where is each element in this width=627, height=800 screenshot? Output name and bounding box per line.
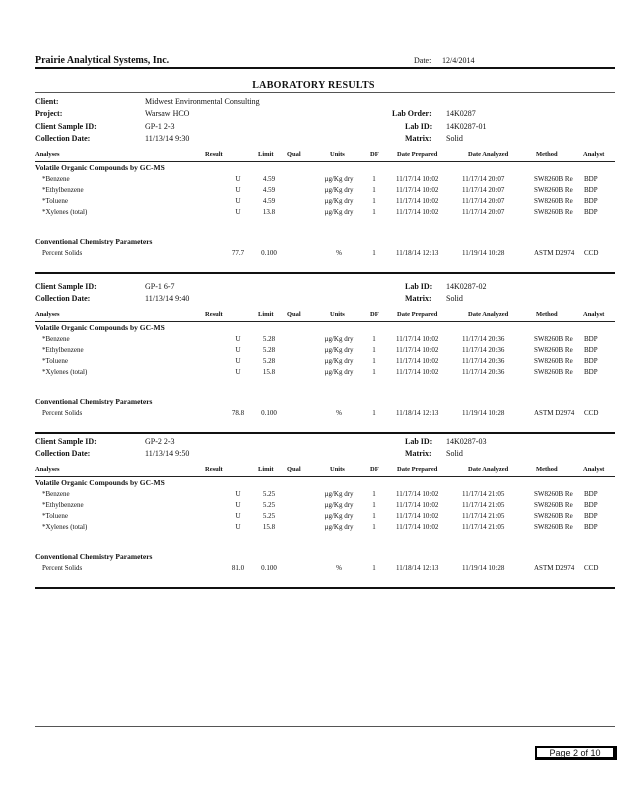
column-header: Analyses: [35, 151, 60, 158]
collection-date-value: 11/13/14 9:40: [145, 294, 190, 303]
voc-result-cell: U: [235, 197, 241, 205]
conv-result-cell: 81.0: [231, 564, 245, 572]
voc-method-cell: SW8260B Re: [534, 186, 573, 194]
voc-df-cell: 1: [372, 368, 376, 376]
voc-analyte-cell: *Ethylbenzene: [42, 501, 84, 509]
conv-df-cell: 1: [372, 564, 376, 572]
voc-df-cell: 1: [372, 357, 376, 365]
column-header: Limit: [258, 466, 274, 473]
voc-limit-cell: 5.25: [262, 512, 276, 520]
voc-analyst-cell: BDP: [584, 368, 598, 376]
column-header: Date Prepared: [397, 311, 438, 318]
matrix-label: Matrix:: [405, 294, 432, 303]
voc-analyst-cell: BDP: [584, 512, 598, 520]
matrix-value: Solid: [446, 449, 463, 458]
voc-section-title: Volatile Organic Compounds by GC-MS: [35, 323, 165, 332]
conv-analyte-cell: Percent Solids: [42, 564, 83, 572]
voc-units-cell: µg/Kg dry: [324, 335, 354, 343]
company-name: Prairie Analytical Systems, Inc.: [35, 55, 170, 66]
voc-method-cell: SW8260B Re: [534, 175, 573, 183]
voc-df-cell: 1: [372, 501, 376, 509]
voc-result-cell: U: [235, 368, 241, 376]
voc-analyte-cell: *Xylenes (total): [42, 523, 88, 531]
conv-df-cell: 1: [372, 249, 376, 257]
voc-units-cell: µg/Kg dry: [324, 175, 354, 183]
matrix-value: Solid: [446, 134, 463, 143]
voc-df-cell: 1: [372, 346, 376, 354]
column-header: Analyses: [35, 466, 60, 473]
voc-result-cell: U: [235, 501, 241, 509]
voc-analyzed-cell: 11/17/14 20:07: [462, 175, 505, 183]
voc-method-cell: SW8260B Re: [534, 208, 573, 216]
client-value: Midwest Environmental Consulting: [145, 97, 260, 106]
report-title: LABORATORY RESULTS: [252, 80, 375, 91]
report-date-value: 12/4/2014: [442, 56, 475, 65]
column-header: Result: [205, 466, 223, 473]
conv-result-cell: 77.7: [231, 249, 245, 257]
voc-analyst-cell: BDP: [584, 501, 598, 509]
voc-result-cell: U: [235, 175, 241, 183]
voc-analyzed-cell: 11/17/14 20:07: [462, 197, 505, 205]
column-header: DF: [370, 466, 379, 473]
voc-analyzed-cell: 11/17/14 20:36: [462, 346, 505, 354]
client-sample-id-value: GP-1 2-3: [145, 122, 175, 131]
project-label: Project:: [35, 109, 63, 118]
voc-analyst-cell: BDP: [584, 490, 598, 498]
column-header-rule: [35, 161, 615, 162]
column-header: DF: [370, 311, 379, 318]
column-header: Result: [205, 151, 223, 158]
voc-df-cell: 1: [372, 186, 376, 194]
voc-limit-cell: 15.8: [262, 523, 276, 531]
client-sample-id-label: Client Sample ID:: [35, 437, 97, 446]
column-header-rule: [35, 321, 615, 322]
conv-analyte-cell: Percent Solids: [42, 249, 83, 257]
voc-prepared-cell: 11/17/14 10:02: [396, 357, 439, 365]
voc-analyte-cell: *Benzene: [42, 335, 70, 343]
conv-analyzed-cell: 11/19/14 10:28: [462, 409, 505, 417]
voc-prepared-cell: 11/17/14 10:02: [396, 197, 439, 205]
voc-limit-cell: 4.59: [262, 197, 276, 205]
voc-analyzed-cell: 11/17/14 20:36: [462, 335, 505, 343]
voc-method-cell: SW8260B Re: [534, 197, 573, 205]
sample-section-rule: [35, 432, 615, 434]
voc-analyzed-cell: 11/17/14 20:07: [462, 208, 505, 216]
voc-limit-cell: 5.25: [262, 501, 276, 509]
voc-analyte-cell: *Xylenes (total): [42, 368, 88, 376]
voc-limit-cell: 5.28: [262, 335, 276, 343]
voc-units-cell: µg/Kg dry: [324, 197, 354, 205]
matrix-value: Solid: [446, 294, 463, 303]
conv-analyst-cell: CCD: [584, 409, 599, 417]
voc-limit-cell: 4.59: [262, 186, 276, 194]
conv-method-cell: ASTM D2974: [534, 249, 575, 257]
conv-result-cell: 78.8: [231, 409, 245, 417]
column-header: Limit: [258, 311, 274, 318]
lab-id-label: Lab ID:: [405, 282, 433, 291]
voc-units-cell: µg/Kg dry: [324, 490, 354, 498]
conv-analyte-cell: Percent Solids: [42, 409, 83, 417]
column-header: Qual: [287, 311, 301, 318]
column-header: Date Analyzed: [468, 466, 509, 473]
column-header: Limit: [258, 151, 274, 158]
voc-analyst-cell: BDP: [584, 335, 598, 343]
voc-analyzed-cell: 11/17/14 20:07: [462, 186, 505, 194]
client-sample-id-label: Client Sample ID:: [35, 122, 97, 131]
voc-analyte-cell: *Xylenes (total): [42, 208, 88, 216]
voc-analyst-cell: BDP: [584, 197, 598, 205]
voc-method-cell: SW8260B Re: [534, 357, 573, 365]
column-header: Method: [536, 466, 558, 473]
matrix-label: Matrix:: [405, 134, 432, 143]
lab-order-value: 14K0287: [446, 109, 476, 118]
voc-analyst-cell: BDP: [584, 357, 598, 365]
column-header: Analyst: [583, 466, 605, 473]
report-date-label: Date:: [414, 56, 432, 65]
conv-analyst-cell: CCD: [584, 249, 599, 257]
voc-df-cell: 1: [372, 490, 376, 498]
voc-units-cell: µg/Kg dry: [324, 501, 354, 509]
conv-df-cell: 1: [372, 409, 376, 417]
conv-method-cell: ASTM D2974: [534, 564, 575, 572]
voc-prepared-cell: 11/17/14 10:02: [396, 523, 439, 531]
voc-result-cell: U: [235, 490, 241, 498]
column-header: Units: [330, 466, 345, 473]
voc-units-cell: µg/Kg dry: [324, 368, 354, 376]
project-value: Warsaw HCO: [145, 109, 190, 118]
client-label: Client:: [35, 97, 59, 106]
voc-method-cell: SW8260B Re: [534, 346, 573, 354]
voc-analyte-cell: *Toluene: [42, 197, 68, 205]
voc-units-cell: µg/Kg dry: [324, 186, 354, 194]
voc-method-cell: SW8260B Re: [534, 501, 573, 509]
voc-analyst-cell: BDP: [584, 208, 598, 216]
voc-method-cell: SW8260B Re: [534, 335, 573, 343]
voc-units-cell: µg/Kg dry: [324, 357, 354, 365]
voc-section-title: Volatile Organic Compounds by GC-MS: [35, 163, 165, 172]
lab-id-value: 14K0287-02: [446, 282, 487, 291]
conv-analyzed-cell: 11/19/14 10:28: [462, 564, 505, 572]
voc-limit-cell: 13.8: [262, 208, 276, 216]
client-sample-id-label: Client Sample ID:: [35, 282, 97, 291]
voc-analyst-cell: BDP: [584, 523, 598, 531]
voc-analyte-cell: *Ethylbenzene: [42, 346, 84, 354]
collection-date-value: 11/13/14 9:50: [145, 449, 190, 458]
voc-analyzed-cell: 11/17/14 20:36: [462, 368, 505, 376]
conv-method-cell: ASTM D2974: [534, 409, 575, 417]
column-header: Method: [536, 151, 558, 158]
conv-units-cell: %: [336, 409, 342, 417]
voc-analyte-cell: *Toluene: [42, 512, 68, 520]
voc-analyzed-cell: 11/17/14 21:05: [462, 512, 505, 520]
column-header: Method: [536, 311, 558, 318]
voc-method-cell: SW8260B Re: [534, 512, 573, 520]
conv-limit-cell: 0.100: [261, 409, 277, 417]
sample-section-rule: [35, 587, 615, 589]
voc-limit-cell: 5.28: [262, 357, 276, 365]
page-number: Page 2 of 10: [535, 746, 617, 760]
voc-prepared-cell: 11/17/14 10:02: [396, 175, 439, 183]
column-header: Analyses: [35, 311, 60, 318]
voc-prepared-cell: 11/17/14 10:02: [396, 346, 439, 354]
voc-analyte-cell: *Ethylbenzene: [42, 186, 84, 194]
voc-units-cell: µg/Kg dry: [324, 523, 354, 531]
column-header: Analyst: [583, 151, 605, 158]
lab-id-label: Lab ID:: [405, 437, 433, 446]
voc-df-cell: 1: [372, 197, 376, 205]
conv-limit-cell: 0.100: [261, 249, 277, 257]
column-header-rule: [35, 476, 615, 477]
conv-limit-cell: 0.100: [261, 564, 277, 572]
conv-analyst-cell: CCD: [584, 564, 599, 572]
lab-order-label: Lab Order:: [392, 109, 432, 118]
voc-prepared-cell: 11/17/14 10:02: [396, 335, 439, 343]
voc-analyzed-cell: 11/17/14 21:05: [462, 501, 505, 509]
conv-prepared-cell: 11/18/14 12:13: [396, 564, 439, 572]
voc-result-cell: U: [235, 208, 241, 216]
voc-method-cell: SW8260B Re: [534, 368, 573, 376]
column-header: DF: [370, 151, 379, 158]
lab-id-label: Lab ID:: [405, 122, 433, 131]
conv-units-cell: %: [336, 249, 342, 257]
voc-result-cell: U: [235, 346, 241, 354]
voc-analyte-cell: *Toluene: [42, 357, 68, 365]
matrix-label: Matrix:: [405, 449, 432, 458]
column-header: Date Prepared: [397, 466, 438, 473]
voc-section-title: Volatile Organic Compounds by GC-MS: [35, 478, 165, 487]
voc-analyst-cell: BDP: [584, 186, 598, 194]
column-header: Units: [330, 151, 345, 158]
collection-date-value: 11/13/14 9:30: [145, 134, 190, 143]
column-header: Units: [330, 311, 345, 318]
voc-units-cell: µg/Kg dry: [324, 512, 354, 520]
header-rule: [35, 67, 615, 69]
column-header: Qual: [287, 151, 301, 158]
conv-prepared-cell: 11/18/14 12:13: [396, 249, 439, 257]
client-sample-id-value: GP-1 6-7: [145, 282, 175, 291]
voc-method-cell: SW8260B Re: [534, 490, 573, 498]
conv-analyzed-cell: 11/19/14 10:28: [462, 249, 505, 257]
collection-date-label: Collection Date:: [35, 294, 91, 303]
voc-limit-cell: 4.59: [262, 175, 276, 183]
voc-result-cell: U: [235, 512, 241, 520]
collection-date-label: Collection Date:: [35, 134, 91, 143]
voc-analyst-cell: BDP: [584, 346, 598, 354]
column-header: Qual: [287, 466, 301, 473]
conv-section-title: Conventional Chemistry Parameters: [35, 552, 153, 561]
voc-result-cell: U: [235, 335, 241, 343]
voc-prepared-cell: 11/17/14 10:02: [396, 512, 439, 520]
voc-method-cell: SW8260B Re: [534, 523, 573, 531]
voc-prepared-cell: 11/17/14 10:02: [396, 368, 439, 376]
sample-section-rule: [35, 272, 615, 274]
column-header: Date Prepared: [397, 151, 438, 158]
voc-analyzed-cell: 11/17/14 21:05: [462, 490, 505, 498]
voc-units-cell: µg/Kg dry: [324, 208, 354, 216]
voc-result-cell: U: [235, 186, 241, 194]
conv-prepared-cell: 11/18/14 12:13: [396, 409, 439, 417]
conv-section-title: Conventional Chemistry Parameters: [35, 397, 153, 406]
voc-units-cell: µg/Kg dry: [324, 346, 354, 354]
voc-prepared-cell: 11/17/14 10:02: [396, 208, 439, 216]
voc-prepared-cell: 11/17/14 10:02: [396, 501, 439, 509]
conv-section-title: Conventional Chemistry Parameters: [35, 237, 153, 246]
title-rule: [35, 92, 615, 93]
footer-rule: [35, 726, 615, 727]
voc-df-cell: 1: [372, 208, 376, 216]
voc-analyte-cell: *Benzene: [42, 490, 70, 498]
collection-date-label: Collection Date:: [35, 449, 91, 458]
voc-df-cell: 1: [372, 175, 376, 183]
lab-id-value: 14K0287-03: [446, 437, 487, 446]
voc-result-cell: U: [235, 523, 241, 531]
voc-analyzed-cell: 11/17/14 20:36: [462, 357, 505, 365]
column-header: Date Analyzed: [468, 151, 509, 158]
client-sample-id-value: GP-2 2-3: [145, 437, 175, 446]
voc-limit-cell: 15.8: [262, 368, 276, 376]
voc-analyst-cell: BDP: [584, 175, 598, 183]
voc-prepared-cell: 11/17/14 10:02: [396, 490, 439, 498]
lab-id-value: 14K0287-01: [446, 122, 487, 131]
voc-analyzed-cell: 11/17/14 21:05: [462, 523, 505, 531]
voc-result-cell: U: [235, 357, 241, 365]
voc-limit-cell: 5.25: [262, 490, 276, 498]
column-header: Result: [205, 311, 223, 318]
voc-prepared-cell: 11/17/14 10:02: [396, 186, 439, 194]
column-header: Analyst: [583, 311, 605, 318]
conv-units-cell: %: [336, 564, 342, 572]
voc-analyte-cell: *Benzene: [42, 175, 70, 183]
voc-df-cell: 1: [372, 512, 376, 520]
voc-df-cell: 1: [372, 523, 376, 531]
voc-limit-cell: 5.28: [262, 346, 276, 354]
column-header: Date Analyzed: [468, 311, 509, 318]
voc-df-cell: 1: [372, 335, 376, 343]
